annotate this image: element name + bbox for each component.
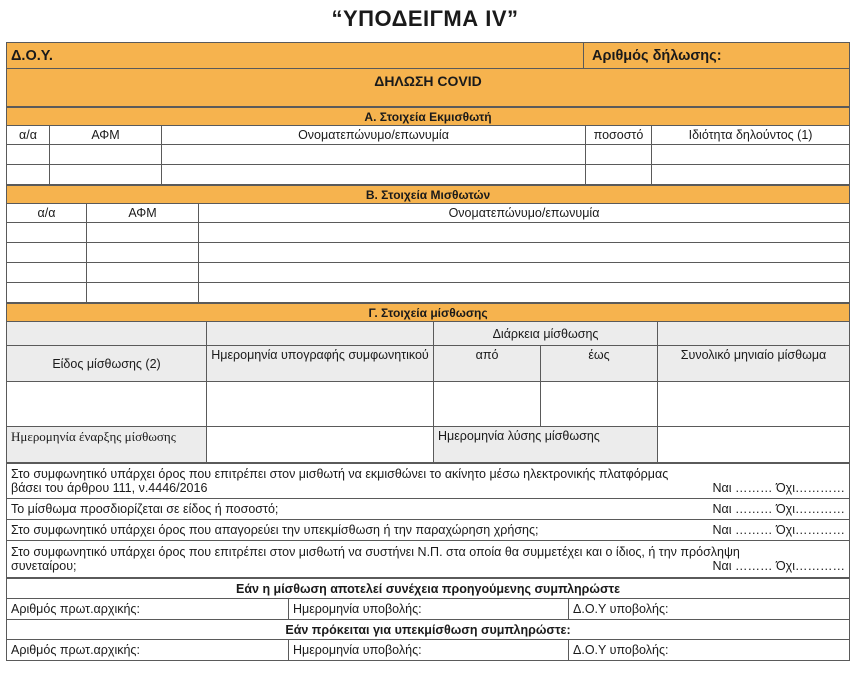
from-label: από (434, 346, 541, 382)
lessor-percentage-cell[interactable] (586, 165, 652, 185)
header-table (6, 42, 850, 107)
lessor-percentage-cell[interactable] (586, 145, 652, 165)
question-text-cont: βάσει του άρθρου 111, ν.4446/2016 (11, 481, 208, 495)
question-row (7, 541, 850, 578)
lessee-name-cell[interactable] (199, 243, 850, 263)
to-date-cell[interactable] (541, 382, 658, 427)
lessor-afm-cell[interactable] (50, 165, 162, 185)
lessee-row (7, 243, 850, 263)
lessor-name-cell[interactable] (162, 165, 586, 185)
lessor-row (7, 145, 850, 165)
end-date-cell[interactable] (658, 427, 850, 463)
question-row (7, 464, 850, 499)
end-date-label: Ημερομηνία λύσης μίσθωσης (434, 427, 658, 463)
covid-declaration-form (6, 42, 849, 661)
lessee-afm-cell[interactable] (87, 283, 199, 303)
col-capacity: Ιδιότητα δηλούντος (1) (652, 126, 850, 145)
lease-details-table (6, 303, 850, 463)
declaration-title: ΔΗΛΩΣΗ COVID (7, 69, 850, 107)
lessor-afm-cell[interactable] (50, 145, 162, 165)
continuation-doy-field[interactable]: Δ.Ο.Υ υποβολής: (569, 599, 850, 620)
yes-no-answer[interactable]: Ναι ……… Όχι………… (712, 559, 845, 573)
to-label: έως (541, 346, 658, 382)
lessor-aa-cell[interactable] (7, 145, 50, 165)
lessor-capacity-cell[interactable] (652, 165, 850, 185)
question-row (7, 520, 850, 541)
lessee-aa-cell[interactable] (7, 223, 87, 243)
question-text: Στο συμφωνητικό υπάρχει όρος που επιτρέπει στον μισθωτή να συστήνει Ν.Π. στα οποία θα συμμετέχει και ο ίδιος, ή την πρόσληψη (11, 545, 740, 559)
sublease-protocol-field[interactable]: Αριθμός πρωτ.αρχικής: (7, 640, 289, 661)
lease-type-label: Είδος μίσθωσης (2) (7, 346, 207, 382)
lessee-name-cell[interactable] (199, 283, 850, 303)
section-a-title: Α. Στοιχεία Εκμισθωτή (7, 108, 850, 126)
lease-type-cell[interactable] (7, 382, 207, 427)
section-c-title: Γ. Στοιχεία μίσθωσης (7, 304, 850, 322)
yes-no-answer[interactable]: Ναι ……… Όχι………… (712, 481, 845, 495)
lessee-afm-cell[interactable] (87, 223, 199, 243)
col-afm: ΑΦΜ (50, 126, 162, 145)
question-text-cont: συνεταίρου; (11, 559, 77, 573)
yes-no-answer[interactable]: Ναι ……… Όχι………… (712, 523, 845, 537)
lessee-aa-cell[interactable] (7, 243, 87, 263)
col-aa: α/α (7, 126, 50, 145)
lessee-row (7, 283, 850, 303)
questions-table (6, 463, 850, 578)
lessee-afm-cell[interactable] (87, 243, 199, 263)
previous-lease-table (6, 578, 850, 661)
question-text: Στο συμφωνητικό υπάρχει όρος που επιτρέπει στον μισθωτή να εκμισθώνει το ακίνητο μέσω ηλεκτρονικής πλατφόρμας (11, 467, 669, 481)
lessor-row (7, 165, 850, 185)
yes-no-answer[interactable]: Ναι ……… Όχι………… (712, 502, 845, 516)
question-text: Στο συμφωνητικό υπάρχει όρος που απαγορεύει την υπεκμίσθωση ή την παραχώρηση χρήσης; (11, 523, 539, 537)
col-percentage: ποσοστό (586, 126, 652, 145)
signing-date-label: Ημερομηνία υπογραφής συμφωνητικού (207, 346, 434, 382)
col-aa: α/α (7, 204, 87, 223)
continuation-protocol-field[interactable]: Αριθμός πρωτ.αρχικής: (7, 599, 289, 620)
lease-values-row (7, 382, 850, 427)
section-b-title: Β. Στοιχεία Μισθωτών (7, 186, 850, 204)
lessor-capacity-cell[interactable] (652, 145, 850, 165)
question-row (7, 499, 850, 520)
sublease-date-field[interactable]: Ημερομηνία υποβολής: (289, 640, 569, 661)
continuation-title: Εάν η μίσθωση αποτελεί συνέχεια προηγούμενης συμπληρώστε (7, 579, 850, 599)
sublease-title: Εάν πρόκειται για υπεκμίσθωση συμπληρώστε: (7, 620, 850, 640)
form-title: “ΥΠΟΔΕΙΓΜΑ IV” (331, 6, 519, 31)
sublease-doy-field[interactable]: Δ.Ο.Υ υποβολής: (569, 640, 850, 661)
signing-date-cell[interactable] (207, 382, 434, 427)
lessee-aa-cell[interactable] (7, 283, 87, 303)
lessees-table (6, 185, 850, 303)
lessor-aa-cell[interactable] (7, 165, 50, 185)
lessor-name-cell[interactable] (162, 145, 586, 165)
duration-label: Διάρκεια μίσθωσης (434, 322, 658, 346)
doy-label: Δ.Ο.Υ. (7, 43, 584, 69)
lessor-table (6, 107, 850, 185)
lessee-row (7, 263, 850, 283)
start-date-label: Ημερομηνία έναρξης μίσθωσης (7, 427, 207, 463)
declaration-number-label: Αριθμός δήλωσης: (584, 43, 850, 69)
question-text: Το μίσθωμα προσδιορίζεται σε είδος ή ποσοστό; (11, 502, 279, 516)
lessee-name-cell[interactable] (199, 263, 850, 283)
col-afm: ΑΦΜ (87, 204, 199, 223)
lessee-name-cell[interactable] (199, 223, 850, 243)
lessee-row (7, 223, 850, 243)
from-date-cell[interactable] (434, 382, 541, 427)
monthly-rent-cell[interactable] (658, 382, 850, 427)
lessee-aa-cell[interactable] (7, 263, 87, 283)
start-date-cell[interactable] (207, 427, 434, 463)
col-name: Ονοματεπώνυμο/επωνυμία (162, 126, 586, 145)
continuation-date-field[interactable]: Ημερομηνία υποβολής: (289, 599, 569, 620)
monthly-rent-label: Συνολικό μηνιαίο μίσθωμα (658, 346, 850, 382)
col-name: Ονοματεπώνυμο/επωνυμία (199, 204, 850, 223)
lessee-afm-cell[interactable] (87, 263, 199, 283)
